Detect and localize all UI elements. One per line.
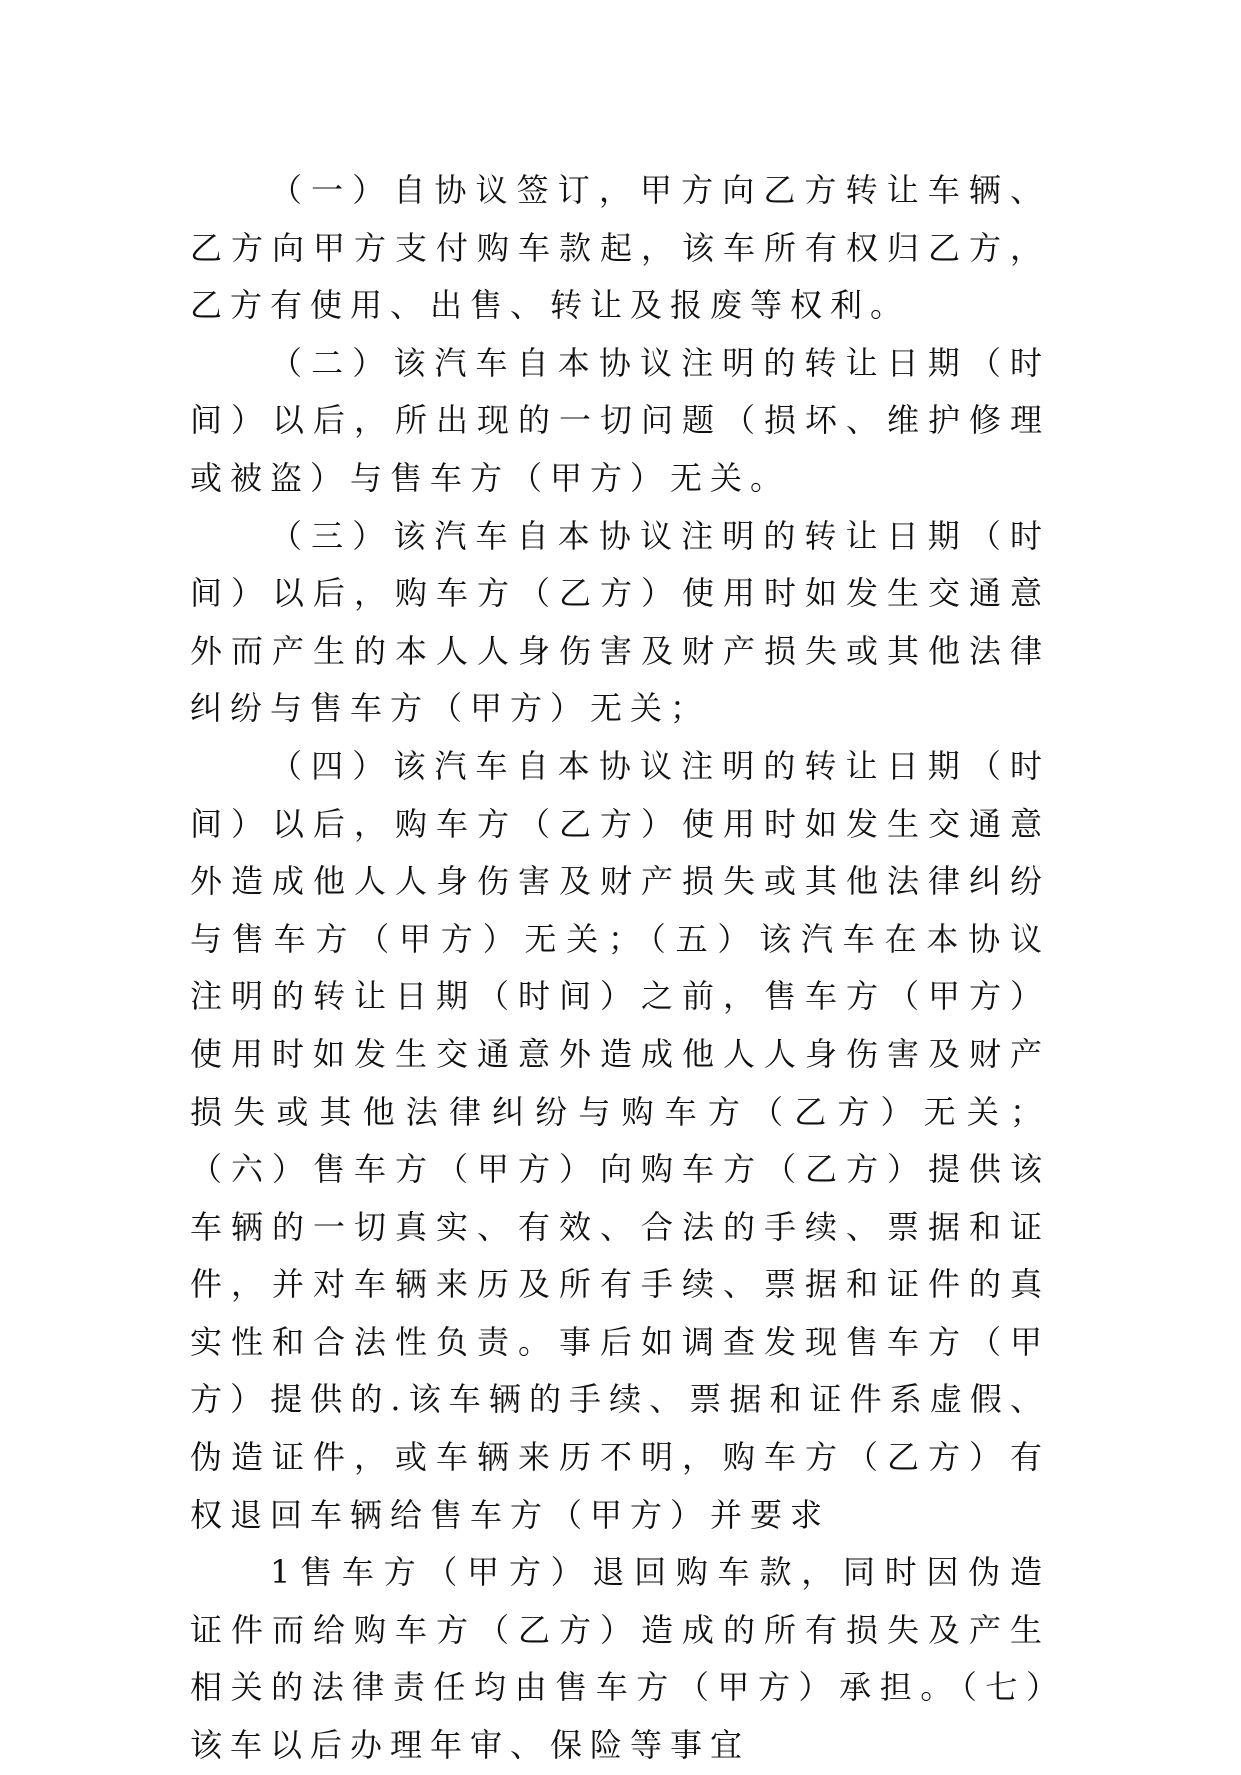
clause-paragraph-4: （四）该汽车自本协议注明的转让日期（时间）以后，购车方（乙方）使用时如发生交通意外造成他人人身伤害及财产损失或其他法律纠纷与售车方（甲方）无关；（五）该汽车在本协议注明的转让日期（时间）之前，售车方（甲方）使用时如发生交通意外造成他人人身伤害及财产损失或其他法律纠纷与购车方（乙方）无关；（六）售车方（甲方）向购车方（乙方）提供该车辆的一切真实、有效、合法的手续、票据和证件，并对车辆来历及所有手续、票据和证件的真实性和合法性负责。事后如调查发现售车方（甲方）提供的.该车辆的手续、票据和证件系虚假、伪造证件，或车辆来历不明，购车方（乙方）有权退回车辆给售车方（甲方）并要求 — [190, 746, 1050, 1534]
clause-paragraph-2: （二）该汽车自本协议注明的转让日期（时间）以后，所出现的一切问题（损坏、维护修理或被盗）与售车方（甲方）无关。 — [190, 343, 1050, 497]
clause-paragraph-5: 1售车方（甲方）退回购车款，同时因伪造证件而给购车方（乙方）造成的所有损失及产生相关的法律责任均由售车方（甲方）承担。（七）该车以后办理年审、保险等事宜 — [190, 1553, 1050, 1765]
clause-paragraph-3: （三）该汽车自本协议注明的转让日期（时间）以后，购车方（乙方）使用时如发生交通意外而产生的本人人身伤害及财产损失或其他法律纠纷与售车方（甲方）无关； — [190, 516, 1050, 728]
clause-paragraph-1: （一）自协议签订，甲方向乙方转让车辆、乙方向甲方支付购车款起，该车所有权归乙方，乙方有使用、出售、转让及报废等权利。 — [190, 171, 1050, 325]
document-body — [190, 162, 1050, 1775]
